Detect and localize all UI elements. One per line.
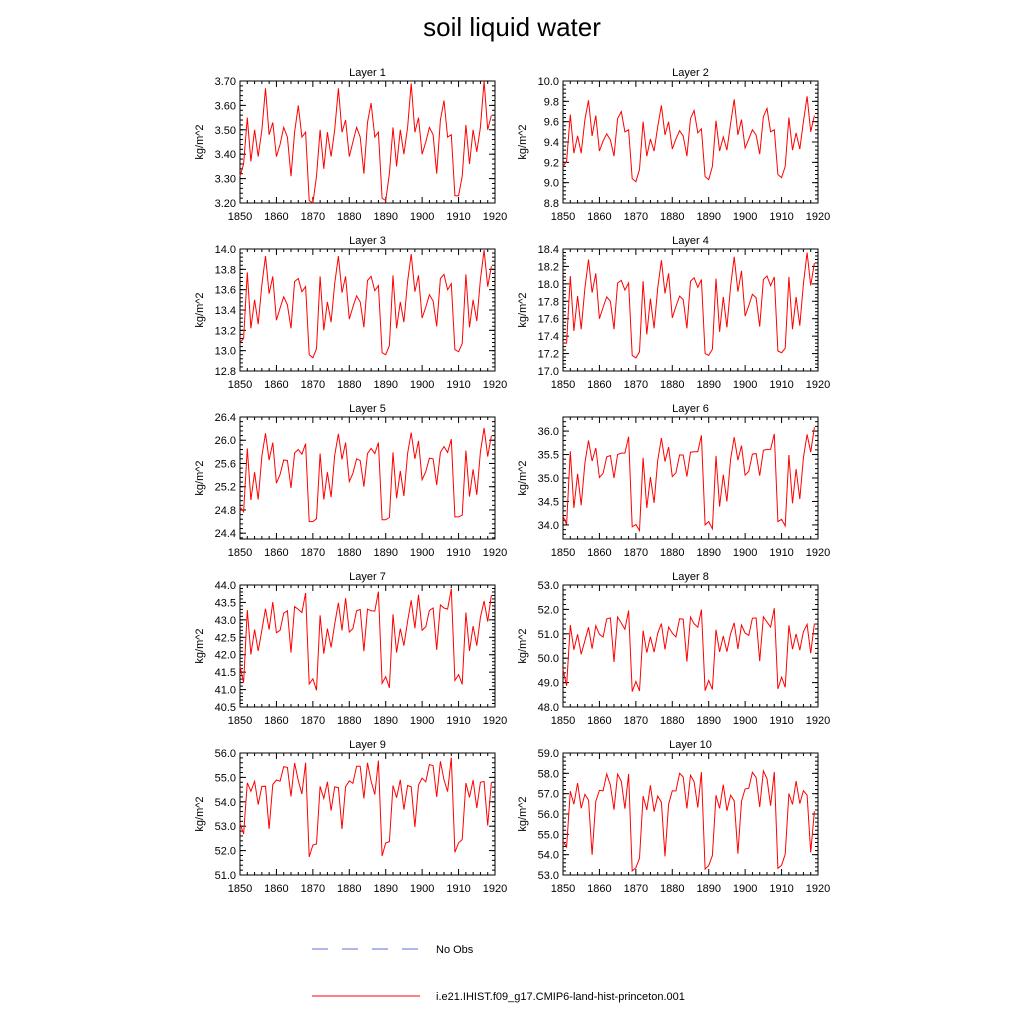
panel-title: Layer 7 [349,571,386,583]
x-tick-label: 1890 [696,211,721,223]
x-tick-label: 1920 [805,379,831,391]
x-tick-label: 1920 [805,547,831,559]
x-tick-label: 1900 [409,715,435,727]
series-line [240,758,491,857]
legend-obs-label: No Obs [436,944,474,956]
y-tick-label: 51.0 [537,628,559,641]
x-tick-label: 1900 [409,547,435,559]
plot-frame [563,249,818,371]
panel-title: Layer 1 [349,67,386,79]
series-line [240,250,491,358]
x-tick-label: 1890 [373,715,398,727]
x-tick-label: 1910 [446,211,471,223]
y-tick-label: 18.4 [537,244,559,256]
panel-title: Layer 5 [349,403,386,415]
x-tick-label: 1910 [769,547,794,559]
x-tick-label: 1870 [300,379,326,391]
chart-panel-6 [517,403,830,559]
x-tick-label: 1900 [732,211,758,223]
x-tick-label: 1880 [337,715,362,727]
y-axis-label: kg/m^2 [194,124,206,160]
y-tick-label: 25.2 [214,481,236,494]
y-tick-label: 41.0 [214,684,236,697]
x-tick-label: 1910 [446,547,471,559]
x-tick-label: 1860 [587,379,612,391]
panel-title: Layer 3 [349,235,386,247]
y-axis-label: kg/m^2 [517,124,529,160]
y-tick-label: 43.0 [214,614,236,627]
x-tick-label: 1870 [623,883,649,895]
y-tick-label: 9.0 [543,177,559,190]
x-tick-label: 1850 [550,547,576,559]
y-tick-label: 18.0 [537,278,559,291]
y-tick-label: 53.0 [537,580,559,592]
y-tick-label: 24.4 [214,528,236,541]
x-tick-label: 1860 [587,211,612,223]
panel-title: Layer 4 [672,235,709,247]
y-tick-label: 58.0 [537,768,559,781]
x-tick-label: 1920 [482,211,508,223]
y-tick-label: 42.0 [214,649,236,662]
x-tick-label: 1900 [409,379,435,391]
x-tick-label: 1890 [696,715,721,727]
x-tick-label: 1860 [264,883,289,895]
series-line [563,608,814,691]
x-tick-label: 1890 [696,883,721,895]
x-tick-label: 1860 [264,715,289,727]
series-line [563,771,814,871]
y-tick-label: 43.5 [214,597,236,610]
y-tick-label: 18.2 [537,261,559,274]
main-title: soil liquid water [423,12,601,42]
y-axis-label: kg/m^2 [517,796,529,832]
y-tick-label: 8.8 [543,198,559,210]
chart-panel-10 [517,739,830,895]
panel-title: Layer 8 [672,571,709,583]
y-tick-label: 17.8 [537,296,559,309]
chart-panel-7 [194,571,507,727]
x-tick-label: 1920 [482,379,508,391]
x-tick-label: 1900 [732,883,758,895]
y-tick-label: 3.60 [214,100,236,113]
x-tick-label: 1880 [337,211,362,223]
y-tick-label: 53.0 [537,870,559,882]
panel-title: Layer 10 [669,739,712,751]
x-tick-label: 1900 [732,715,758,727]
panel-title: Layer 6 [672,403,709,415]
y-tick-label: 3.70 [214,76,236,88]
y-tick-label: 9.8 [543,96,559,109]
x-tick-label: 1910 [446,715,471,727]
x-tick-label: 1860 [587,883,612,895]
x-tick-label: 1920 [805,715,831,727]
y-tick-label: 51.0 [214,870,236,882]
y-axis-label: kg/m^2 [517,628,529,664]
x-tick-label: 1920 [482,883,508,895]
chart-panel-1 [194,67,507,223]
y-tick-label: 55.0 [537,829,559,842]
x-tick-label: 1880 [660,211,685,223]
x-tick-label: 1860 [587,715,612,727]
plot-frame [240,249,495,371]
x-tick-label: 1920 [482,547,508,559]
chart-panel-4 [517,235,830,391]
x-tick-label: 1870 [623,211,649,223]
y-tick-label: 13.0 [214,345,236,358]
y-tick-label: 12.8 [214,366,236,378]
x-tick-label: 1870 [300,547,326,559]
x-tick-label: 1870 [623,547,649,559]
y-tick-label: 54.0 [214,796,236,809]
plot-frame [240,585,495,707]
x-tick-label: 1880 [660,883,685,895]
y-tick-label: 41.5 [214,667,236,680]
plot-frame [240,81,495,203]
plot-frame [240,753,495,875]
chart-panel-2 [517,67,830,223]
series-line [563,253,814,358]
x-tick-label: 1860 [264,379,289,391]
x-tick-label: 1910 [769,715,794,727]
y-axis-label: kg/m^2 [194,460,206,496]
y-axis-label: kg/m^2 [517,460,529,496]
x-tick-label: 1860 [264,211,289,223]
y-tick-label: 3.40 [214,149,236,162]
x-tick-label: 1850 [550,883,576,895]
x-tick-label: 1870 [300,883,326,895]
y-tick-label: 44.0 [214,580,236,592]
y-tick-label: 17.6 [537,313,559,326]
x-tick-label: 1850 [227,715,253,727]
x-tick-label: 1880 [337,379,362,391]
x-tick-label: 1900 [409,211,435,223]
x-tick-label: 1910 [769,883,794,895]
x-tick-label: 1890 [696,379,721,391]
x-tick-label: 1890 [373,547,398,559]
y-tick-label: 48.0 [537,702,559,714]
plot-frame [563,585,818,707]
y-tick-label: 56.0 [537,809,559,821]
x-tick-label: 1910 [446,379,471,391]
y-tick-label: 17.0 [537,366,559,378]
x-tick-label: 1910 [769,211,794,223]
y-tick-label: 49.0 [537,677,559,690]
x-tick-label: 1880 [660,715,685,727]
x-tick-label: 1870 [300,715,326,727]
panel-title: Layer 2 [672,67,709,79]
legend-model-label: i.e21.IHIST.f09_g17.CMIP6-land-hist-princeton.001 [436,991,685,1003]
x-tick-label: 1880 [660,547,685,559]
y-tick-label: 35.5 [537,449,559,462]
chart-panel-8 [517,571,830,727]
y-tick-label: 13.4 [214,305,236,317]
plot-frame [563,81,818,203]
y-tick-label: 57.0 [537,788,559,801]
y-tick-label: 36.0 [537,426,559,439]
x-tick-label: 1880 [660,379,685,391]
x-tick-label: 1890 [373,883,398,895]
chart-panel-9 [194,739,507,895]
y-tick-label: 59.0 [537,748,559,760]
chart-panel-5 [194,403,507,559]
y-tick-label: 52.0 [214,845,236,858]
plot-frame [563,753,818,875]
y-tick-label: 14.0 [214,244,236,256]
series-line [240,428,491,522]
y-tick-label: 3.50 [214,124,236,137]
x-tick-label: 1850 [550,379,576,391]
x-tick-label: 1900 [732,379,758,391]
x-tick-label: 1850 [227,211,253,223]
y-tick-label: 9.6 [543,116,559,129]
y-tick-label: 17.2 [537,348,559,361]
y-tick-label: 54.0 [537,849,559,862]
x-tick-label: 1850 [227,379,253,391]
y-tick-label: 3.30 [214,173,236,186]
y-tick-label: 26.4 [214,412,236,424]
y-axis-label: kg/m^2 [194,292,206,328]
series-line [240,81,491,203]
x-tick-label: 1900 [409,883,435,895]
y-tick-label: 13.8 [214,264,236,277]
panel-title: Layer 9 [349,739,386,751]
y-tick-label: 3.20 [214,198,236,210]
y-tick-label: 10.0 [537,76,559,88]
y-tick-label: 17.4 [537,331,559,344]
y-axis-label: kg/m^2 [517,292,529,328]
y-tick-label: 25.6 [214,458,236,471]
x-tick-label: 1890 [696,547,721,559]
x-tick-label: 1920 [805,211,831,223]
x-tick-label: 1870 [623,379,649,391]
x-tick-label: 1860 [587,547,612,559]
x-tick-label: 1870 [623,715,649,727]
y-tick-label: 52.0 [537,604,559,617]
x-tick-label: 1860 [264,547,289,559]
y-tick-label: 34.0 [537,519,559,532]
x-tick-label: 1850 [550,211,576,223]
x-tick-label: 1910 [446,883,471,895]
x-tick-label: 1890 [373,211,398,223]
x-tick-label: 1870 [300,211,326,223]
y-tick-label: 40.5 [214,702,236,714]
x-tick-label: 1850 [227,547,253,559]
y-tick-label: 24.8 [214,504,236,517]
y-tick-label: 26.0 [214,435,236,448]
series-line [563,427,814,530]
x-tick-label: 1920 [482,715,508,727]
x-tick-label: 1850 [227,883,253,895]
y-tick-label: 13.6 [214,284,236,297]
y-tick-label: 9.2 [543,157,559,170]
y-tick-label: 34.5 [537,496,559,509]
y-tick-label: 55.0 [214,772,236,785]
x-tick-label: 1910 [769,379,794,391]
y-tick-label: 13.2 [214,325,236,338]
x-tick-label: 1900 [732,547,758,559]
y-axis-label: kg/m^2 [194,796,206,832]
y-tick-label: 42.5 [214,632,236,645]
y-tick-label: 53.0 [214,821,236,834]
x-tick-label: 1880 [337,883,362,895]
chart-panel-3 [194,235,507,391]
x-tick-label: 1880 [337,547,362,559]
y-tick-label: 50.0 [537,653,559,666]
series-line [240,589,491,691]
y-tick-label: 35.0 [537,473,559,485]
x-tick-label: 1850 [550,715,576,727]
y-axis-label: kg/m^2 [194,628,206,664]
y-tick-label: 56.0 [214,748,236,760]
x-tick-label: 1920 [805,883,831,895]
y-tick-label: 9.4 [543,137,559,149]
x-tick-label: 1890 [373,379,398,391]
series-line [563,96,814,181]
